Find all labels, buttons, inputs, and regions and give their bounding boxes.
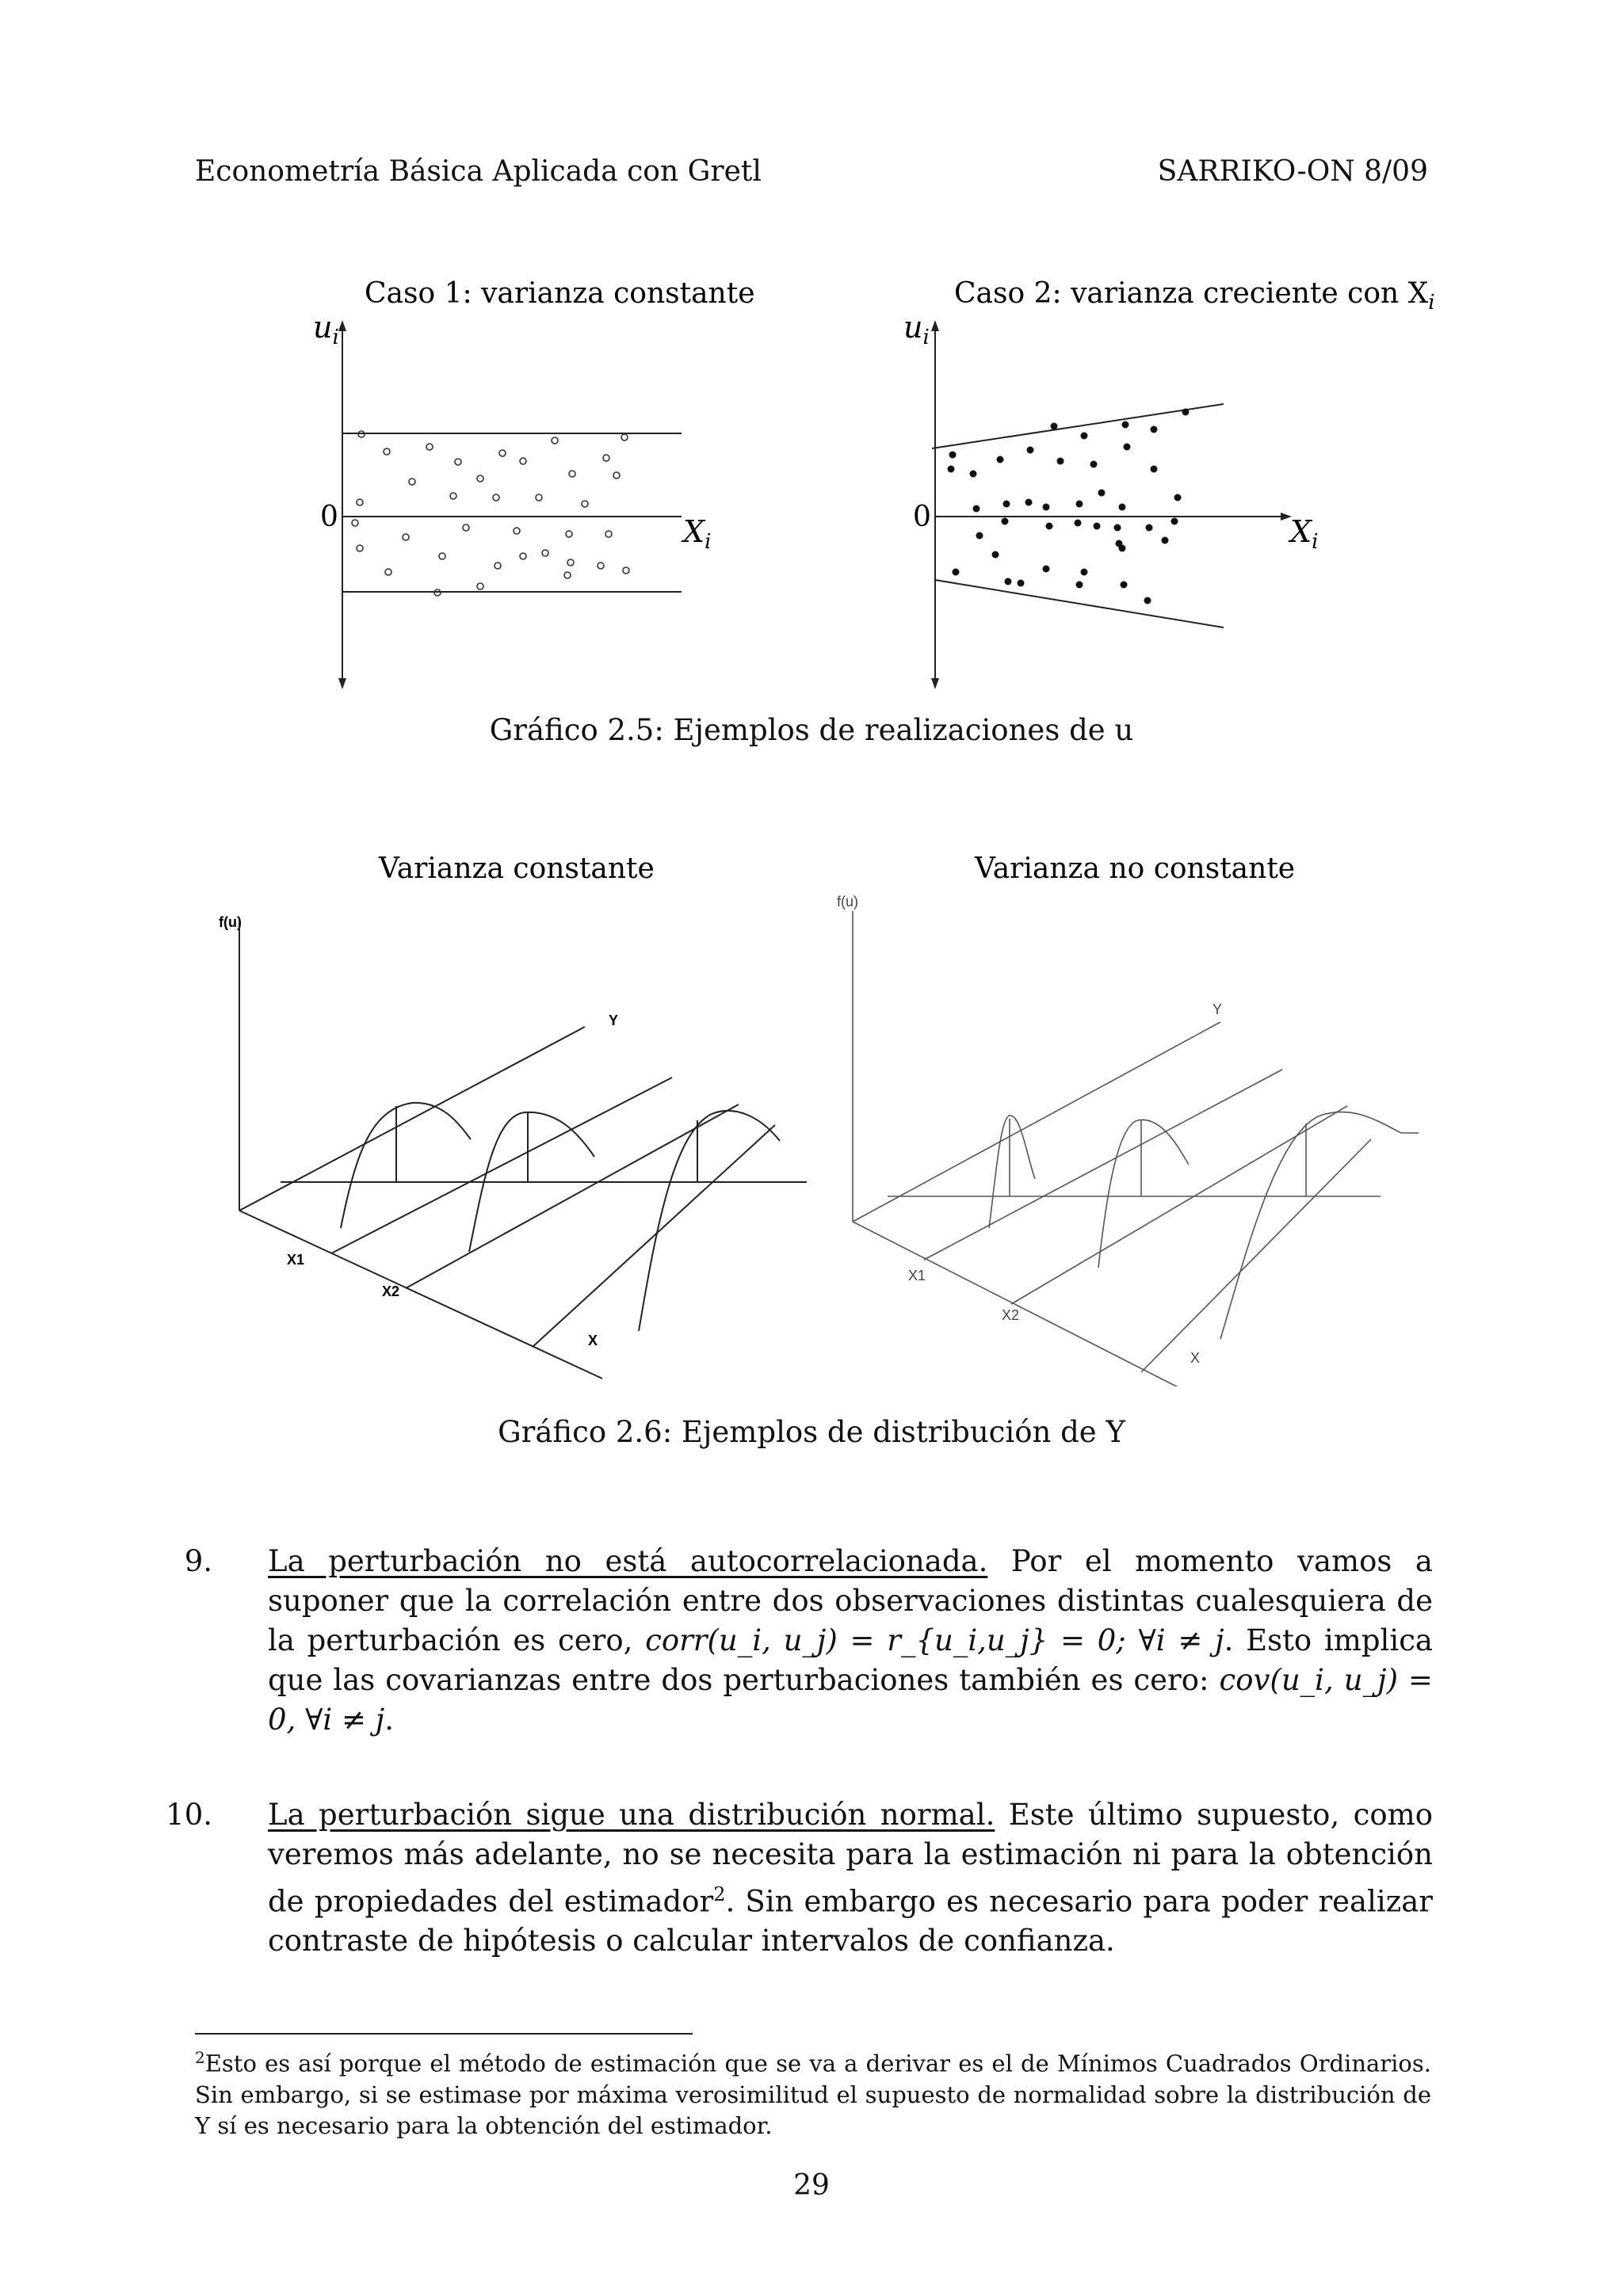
zero-label: 0: [320, 501, 338, 533]
panel-increasing-variance: [903, 277, 1435, 689]
y-axis-label: $u_i$: [903, 310, 930, 349]
figure-2-6: [0, 848, 1623, 1386]
item-number: 9.: [184, 1544, 212, 1578]
residual-points: [352, 431, 629, 596]
panel-title: Caso 1: varianza constante: [365, 277, 755, 310]
x-label: X: [588, 1333, 598, 1348]
upper-spread-line: [932, 404, 1224, 448]
footnote-number: 2: [195, 2048, 205, 2067]
density-curve-1: [989, 1116, 1035, 1228]
footnote-rule: [195, 2033, 693, 2035]
x-label: X: [1190, 1350, 1201, 1366]
panel-title: Varianza no constante: [975, 852, 1296, 885]
residual-points: [948, 409, 1190, 605]
density-curve-2: [1098, 1119, 1189, 1268]
x-axis: [853, 1222, 1201, 1386]
arrow-down-icon: [338, 678, 346, 689]
x2-line: [406, 1104, 739, 1288]
fu-label: f(u): [219, 914, 242, 930]
density-curve-3: [1220, 1112, 1419, 1339]
x-line: [533, 1125, 775, 1347]
y-label: Y: [1212, 1001, 1223, 1017]
footnote-text: Esto es así porque el método de estimación que se va a derivar es el de Mínimos Cuadrados Ordinarios. Sin embargo, si se estimase por máxima verosimilitud el supuesto de normalidad sobre la distribución de Y sí es necesario para la obtención del estimador.: [195, 2050, 1431, 2139]
x-axis-label: $X_i$: [683, 514, 712, 554]
running-header-title: Econometría Básica Aplicada con Gretl: [195, 155, 762, 188]
figure-2-5: [0, 261, 1623, 705]
item-body: La perturbación sigue una distribución normal. Este último supuesto, como veremos más adelante, no se necesita para la estimación ni para la obtención de propiedades del estimador$^2$. Sin embargo es necesario para poder realizar contraste de hipótesis o calcular intervalos de confianza.: [268, 1798, 1433, 1958]
arrow-down-icon: [931, 678, 939, 689]
zero-label: 0: [913, 501, 931, 533]
math-corr: corr(u_i, u_j) = r_{u_i,u_j} = 0; ∀i ≠ j: [645, 1623, 1224, 1657]
x-line: [1141, 1139, 1371, 1372]
item-heading: La perturbación no está autocorrelacionada.: [268, 1544, 988, 1578]
item-heading: La perturbación sigue una distribución normal.: [268, 1798, 995, 1832]
panel-title: Varianza constante: [379, 852, 655, 885]
footnote: [195, 2042, 1431, 2142]
panel-title: Caso 2: varianza creciente con $X_i$: [954, 277, 1435, 315]
panel-constant-variance: [313, 277, 755, 689]
density-curve-3: [639, 1111, 780, 1331]
running-header-ref: SARRIKO-ON 8/09: [1157, 155, 1428, 188]
assumption-9: [184, 1542, 1434, 1740]
x1-label: X1: [908, 1268, 926, 1283]
y-axis: [853, 1022, 1220, 1222]
assumption-10: [166, 1795, 1433, 1961]
x1-label: X1: [287, 1252, 305, 1268]
item-number: 10.: [166, 1798, 212, 1832]
x1-line: [331, 1077, 672, 1253]
math-cov: cov(u_i, u_j) = 0, ∀i ≠ j: [268, 1663, 1434, 1737]
item-body: La perturbación no está autocorrelacionada. Por el momento vamos a suponer que la correlación entre dos observaciones distintas cualesquiera de la perturbación es cero, corr(u_i, u_j) = r_{u_i,u_j} = 0; ∀i ≠ j. Esto implica que las covarianzas entre dos perturbaciones también es cero: cov(u_i, u_j) = 0, ∀i ≠ j.: [268, 1544, 1434, 1737]
panel-normal-nonconstant: [837, 852, 1419, 1386]
fu-label: f(u): [837, 894, 858, 910]
page-number: 29: [793, 2169, 830, 2202]
x2-label: X2: [382, 1283, 400, 1299]
arrow-up-icon: [338, 320, 346, 331]
y-axis-label: $u_i$: [313, 310, 339, 349]
x2-label: X2: [1002, 1307, 1020, 1323]
x-axis: [239, 1211, 602, 1379]
x-axis-label: $X_i$: [1290, 514, 1319, 554]
panel-normal-constant: [219, 852, 807, 1379]
footnote-mark[interactable]: 2: [713, 1883, 726, 1905]
y-axis: [239, 1027, 585, 1211]
figure-caption-2-6: Gráfico 2.6: Ejemplos de distribución de Y: [498, 1415, 1125, 1449]
figure-caption-2-5: Gráfico 2.5: Ejemplos de realizaciones de u: [489, 713, 1134, 747]
arrow-up-icon: [931, 320, 939, 331]
y-label: Y: [609, 1013, 619, 1028]
